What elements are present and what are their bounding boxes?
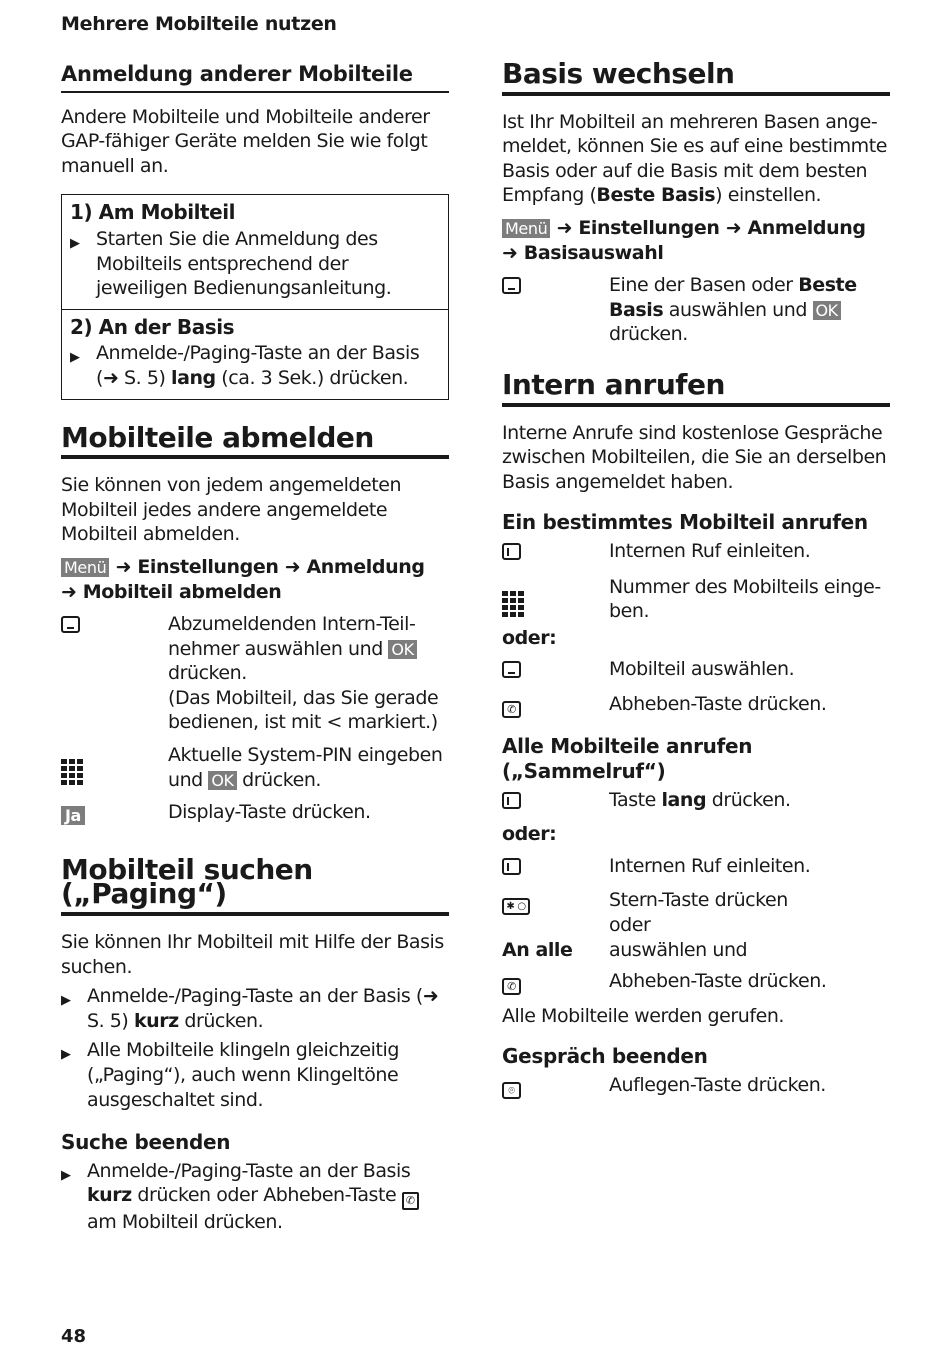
- bullet-triangle-icon: ▶: [70, 350, 80, 366]
- all-step-4-text: auswählen und: [609, 938, 748, 961]
- path-item-settings: Einstellungen: [578, 216, 720, 239]
- ja-display-key[interactable]: Ja: [61, 806, 85, 825]
- keypad-icon: [502, 591, 524, 617]
- internal-key-icon: [502, 858, 521, 875]
- ok-key[interactable]: OK: [388, 640, 416, 659]
- oder-label: oder:: [502, 626, 557, 649]
- paging-bullet-2-text: Alle Mobilteile klingeln gleichzeitig („Paging“), auch wenn Klingeltöne ausgeschaltet sind.: [87, 1039, 399, 1111]
- ok-key[interactable]: OK: [813, 301, 841, 320]
- specific-step-1-text: Internen Ruf einleiten.: [609, 539, 811, 562]
- nav-key-icon: [502, 661, 521, 678]
- all-call-heading: Alle Mobilteile anrufen („Sammelruf“): [502, 734, 753, 784]
- path-item-registration: Anmeldung: [306, 555, 425, 578]
- arrow-icon: ➜: [556, 216, 573, 239]
- deregister-step-select: [61, 612, 449, 735]
- path-item-deregister: Mobilteil abmelden: [82, 580, 282, 603]
- bullet-triangle-icon: ▶: [61, 993, 71, 1009]
- internal-intro: Interne Anrufe sind kostenlose Gespräche zwischen Mobilteilen, die Sie an derselben Basis angemeldet haben.: [502, 421, 887, 493]
- arrow-icon: ➜: [61, 580, 77, 603]
- paging-bullet-2: [61, 1038, 449, 1112]
- specific-step-3: [502, 657, 890, 685]
- end-call-heading: Gespräch beenden: [502, 1044, 708, 1069]
- register-intro: Andere Mobilteile und Mobilteile anderer GAP-fähiger Geräte melden Sie wie folgt manuell an.: [61, 105, 430, 177]
- deregister-menu-path: [61, 555, 449, 604]
- all-oder: [502, 822, 890, 847]
- register-step-handset: [62, 195, 448, 308]
- step1-bullet: [70, 227, 440, 301]
- specific-step-4-text: Abheben-Taste drücken.: [609, 692, 827, 715]
- base-intro: Ist Ihr Mobilteil an mehreren Basen angemeldet, können Sie es auf eine bestimmte Basis oder auf die Basis mit dem besten Empfang (Beste Basis) einstellen.: [502, 110, 887, 207]
- paging-bullet-1-text: Anmelde-/Paging-Taste an der Basis (➜ S. 5) kurz drücken.: [87, 985, 439, 1032]
- deregister-step-pin-text: Aktuelle System-PIN eingeben und OK drücken.: [168, 744, 443, 791]
- star-key-icon: ✱ ○: [502, 898, 530, 915]
- an-alle-label: An alle: [502, 938, 573, 961]
- register-step-base: [62, 309, 448, 399]
- base-heading: Basis wechseln: [502, 62, 890, 96]
- running-head: Mehrere Mobilteile nutzen: [61, 13, 337, 35]
- deregister-step-confirm-text: Display-Taste drücken.: [168, 801, 371, 824]
- register-heading: Anmeldung anderer Mobilteile: [61, 62, 449, 93]
- internal-key-icon: [502, 543, 521, 560]
- deregister-note: (Das Mobilteil, das Sie gerade bedienen, ist mit < markiert.): [168, 686, 439, 734]
- arrow-icon: ➜: [115, 555, 132, 578]
- specific-oder: [502, 626, 890, 651]
- paging-bullet-1: [61, 984, 449, 1033]
- menu-key[interactable]: Menü: [502, 219, 550, 238]
- specific-step-2-text: Nummer des Mobilteils eingeben.: [609, 575, 882, 623]
- deregister-heading: Mobilteile abmelden: [61, 426, 449, 460]
- all-step-4: [502, 938, 890, 963]
- call-key-icon: ✆: [402, 1192, 419, 1210]
- arrow-icon: ➜: [284, 555, 301, 578]
- internal-heading: Intern anrufen: [502, 373, 890, 407]
- paging-end-bullet: [61, 1159, 449, 1235]
- specific-step-3-text: Mobilteil auswählen.: [609, 658, 795, 681]
- paging-end-text: Anmelde-/Paging-Taste an der Basis kurz drücken oder Abheben-Taste ✆ am Mobilteil drücken.: [87, 1159, 449, 1235]
- end-call-step: [502, 1073, 890, 1101]
- internal-key-icon: [502, 792, 521, 809]
- all-step-3-text: Stern-Taste drücken oder: [609, 889, 788, 937]
- all-step-2: [502, 854, 890, 882]
- base-step-select-text: Eine der Basen oder Beste Basis auswählen und OK drücken.: [609, 274, 857, 346]
- base-step-select: [502, 273, 890, 347]
- keypad-icon: [61, 759, 83, 785]
- ok-key[interactable]: OK: [208, 771, 236, 790]
- hangup-key-icon: ⌾: [502, 1082, 521, 1099]
- base-menu-path: [502, 216, 890, 265]
- call-key-icon: ✆: [502, 978, 521, 995]
- end-call-step-text: Auflegen-Taste drücken.: [609, 1074, 826, 1096]
- arrow-icon: ➜: [422, 985, 439, 1008]
- bullet-triangle-icon: ▶: [70, 235, 80, 251]
- oder-label: oder:: [502, 823, 557, 846]
- specific-step-4: [502, 692, 890, 720]
- arrow-icon: ➜: [725, 216, 742, 239]
- step2-bullet: [70, 341, 440, 390]
- menu-key[interactable]: Menü: [61, 558, 109, 577]
- all-step-5-text: Abheben-Taste drücken.: [609, 970, 827, 993]
- specific-call-heading: Ein bestimmtes Mobilteil anrufen: [502, 510, 868, 535]
- call-key-icon: ✆: [502, 701, 521, 718]
- all-step-1: [502, 788, 890, 816]
- right-column: [502, 57, 890, 1101]
- nav-key-icon: [61, 616, 80, 633]
- path-item-settings: Einstellungen: [137, 555, 279, 578]
- page-number: 48: [61, 1326, 87, 1347]
- specific-step-1: [502, 539, 890, 567]
- specific-step-2: [502, 575, 890, 624]
- deregister-step-confirm: [61, 800, 449, 828]
- arrow-icon: ➜: [502, 241, 518, 264]
- deregister-intro: Sie können von jedem angemeldeten Mobilteil jedes andere angemeldete Mobilteil abmelden.: [61, 474, 402, 546]
- arrow-icon: ➜: [102, 366, 119, 389]
- step2-text: Anmelde-/Paging-Taste an der Basis (➜ S. 5) lang (ca. 3 Sek.) drücken.: [96, 342, 420, 389]
- path-item-base-select: Basisauswahl: [523, 241, 664, 264]
- paging-end-heading: Suche beenden: [61, 1130, 231, 1155]
- bullet-triangle-icon: ▶: [61, 1167, 71, 1183]
- step2-title: 2) An der Basis: [70, 314, 235, 339]
- paging-heading: Mobilteil suchen („Paging“): [61, 858, 449, 916]
- bullet-triangle-icon: ▶: [61, 1047, 71, 1063]
- left-column: [61, 62, 449, 1235]
- all-step-3: [502, 888, 890, 937]
- paging-intro: Sie können Ihr Mobilteil mit Hilfe der Basis suchen.: [61, 931, 444, 978]
- step1-title: 1) Am Mobilteil: [70, 200, 236, 225]
- path-item-registration: Anmeldung: [747, 216, 866, 239]
- nav-key-icon: [502, 277, 521, 294]
- all-step-2-text: Internen Ruf einleiten.: [609, 854, 811, 877]
- register-steps-box: [61, 194, 449, 399]
- step1-text: Starten Sie die Anmeldung des Mobilteils entsprechend der jeweiligen Bedienungsanleitung.: [96, 227, 392, 300]
- all-step-5: [502, 969, 890, 997]
- all-result: Alle Mobilteile werden gerufen.: [502, 1004, 784, 1027]
- deregister-step-pin: [61, 743, 449, 792]
- all-step-1-text: Taste lang drücken.: [609, 788, 791, 811]
- deregister-step-select-text: Abzumeldenden Intern-Teilnehmer auswählen und OK drücken. (Das Mobilteil, das Sie gerade bedienen, ist mit < markiert.): [168, 613, 439, 734]
